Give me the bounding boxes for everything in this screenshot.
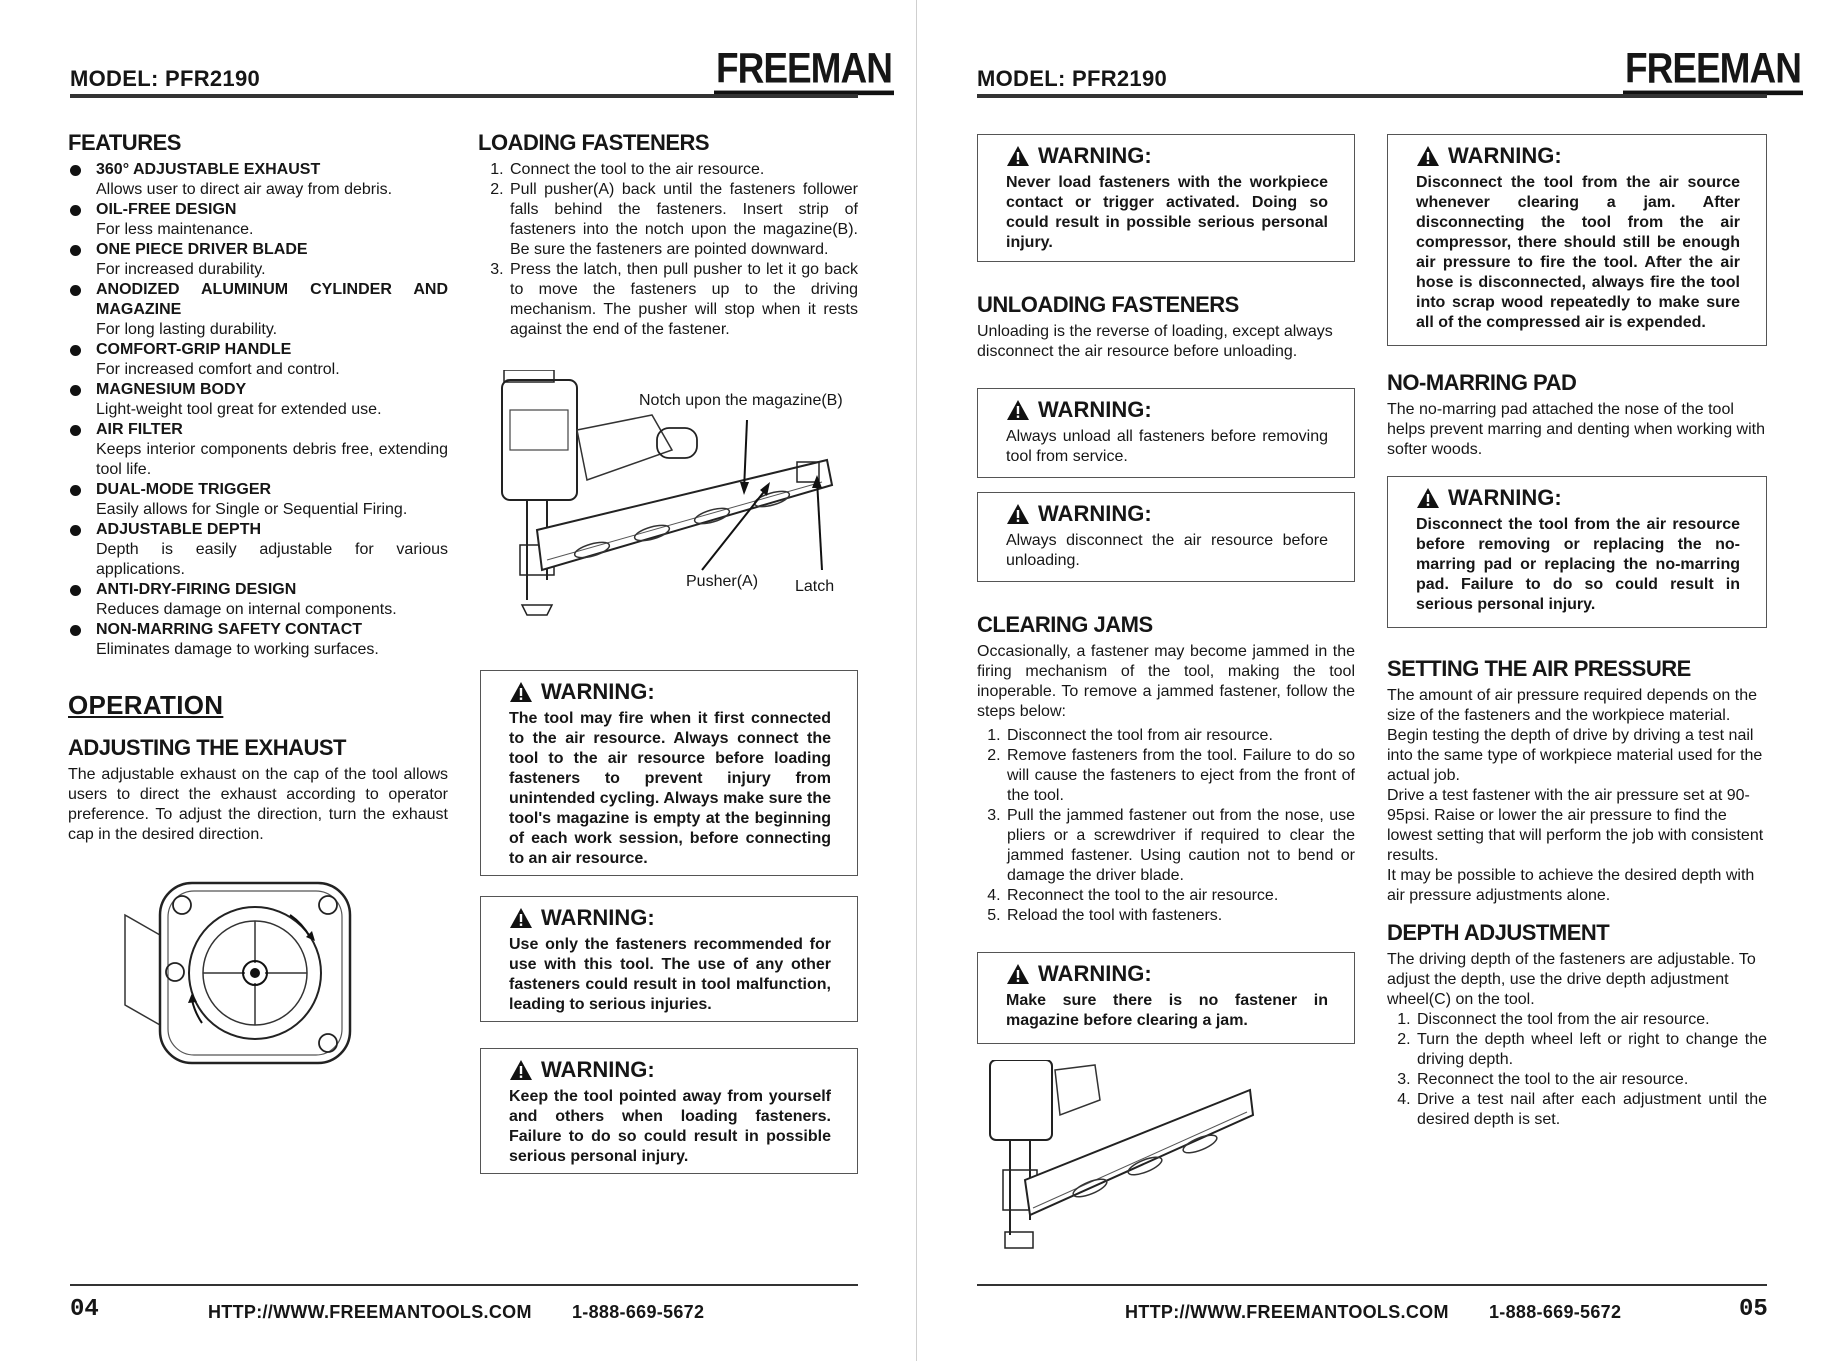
bullet-icon (70, 345, 81, 356)
warning-text: Always disconnect the air resource before unloading. (1006, 532, 1328, 569)
depth-step: 4. Drive a test nail after each adjustment until the desired depth is set. (1415, 1090, 1767, 1130)
warning-icon (1006, 503, 1030, 525)
jam-step: 1. Disconnect the tool from air resource. (1005, 726, 1355, 746)
jam-step: 2. Remove fasteners from the tool. Failure to do so will cause the fasteners to eject from the front of the tool. (1005, 746, 1355, 806)
warning-icon (509, 1059, 533, 1081)
warning-box: WARNING: Keep the tool pointed away from yourself and others when loading fasteners. Failure to do so could result in possible serious personal injury. (480, 1048, 858, 1174)
feature-item: ADJUSTABLE DEPTH Depth is easily adjustable for various applications. (68, 520, 448, 580)
feature-item: MAGNESIUM BODY Light-weight tool great for extended use. (68, 380, 448, 420)
loading-step: 2. Pull pusher(A) back until the fasteners follower falls behind the fasteners. Insert strip of fasteners into the notch upon the magazine(B). Be sure the fasteners are pointed downward. (508, 180, 858, 260)
feature-item: OIL-FREE DESIGN For less maintenance. (68, 200, 448, 240)
brand-logo: FREEMAN (714, 50, 894, 92)
warning-text: Always unload all fasteners before removing tool from service. (1006, 428, 1328, 465)
adjusting-exhaust-title: ADJUSTING THE EXHAUST (68, 735, 346, 760)
operation-title: OPERATION (68, 690, 224, 720)
phone-number: 1-888-669-5672 (1489, 1302, 1622, 1322)
air-pressure-title: SETTING THE AIR PRESSURE (1387, 656, 1691, 681)
feature-item: 360° ADJUSTABLE EXHAUST Allows user to direct air away from debris. (68, 160, 448, 200)
air-pressure-section (1387, 656, 1767, 906)
loading-step: 1. Connect the tool to the air resource. (508, 160, 858, 180)
no-marring-text: The no-marring pad attached the nose of the tool helps prevent marring and denting when working with softer woods. (1387, 401, 1765, 458)
depth-step: 2. Turn the depth wheel left or right to change the driving depth. (1415, 1030, 1767, 1070)
feature-item: NON-MARRING SAFETY CONTACT Eliminates damage to working surfaces. (68, 620, 448, 660)
bullet-icon (70, 425, 81, 436)
loading-section (478, 130, 858, 340)
latch-label: Latch (795, 578, 835, 595)
warning-box: WARNING: Always unload all fasteners before removing tool from service. (977, 388, 1355, 478)
right-page (916, 0, 1832, 1361)
feature-item: ANODIZED ALUMINUM CYLINDER AND MAGAZINE For long lasting durability. (68, 280, 448, 340)
jam-step: 4. Reconnect the tool to the air resource. (1005, 886, 1355, 906)
feature-item: COMFORT-GRIP HANDLE For increased comfort and control. (68, 340, 448, 380)
air-pressure-text: The amount of air pressure required depends on the size of the fasteners and the workpiece material. Begin testing the depth of drive by driving a test nail into the same type of workpiece material used for the actual job. (1387, 687, 1763, 784)
depth-adjustment-text: The driving depth of the fasteners are adjustable. To adjust the depth, use the drive depth adjustment wheel(C) on the tool. (1387, 951, 1756, 1008)
footer-rule (70, 1284, 858, 1286)
warning-box: WARNING: The tool may fire when it first connected to the air resource. Always connect the tool to the air resource before loading fasteners to prevent injury from unintended cycling. Always make sure the tool's magazine is empty at the beginning of each work session, before connecting to an air resource. (480, 670, 858, 876)
warning-box: WARNING: Disconnect the tool from the air source whenever clearing a jam. After disconnecting the tool from the air compressor, there should still be enough air pressure to fire the tool. After the air hose is disconnected, always fire the tool into scrap wood repeatedly to make sure all of the compressed air is expended. (1387, 134, 1767, 346)
bullet-icon (70, 385, 81, 396)
feature-item: ONE PIECE DRIVER BLADE For increased durability. (68, 240, 448, 280)
bullet-icon (70, 245, 81, 256)
features-section (68, 130, 448, 660)
feature-item: ANTI-DRY-FIRING DESIGN Reduces damage on internal components. (68, 580, 448, 620)
warning-text: Disconnect the tool from the air source whenever clearing a jam. After disconnecting the tool from the air compressor, there should still be enough air pressure to fire the tool. After the air hose is disconnected, always fire the tool into scrap wood repeatedly to make sure all of the compressed air is expended. (1416, 174, 1740, 331)
bullet-icon (70, 525, 81, 536)
header-rule (977, 94, 1767, 98)
unloading-section (977, 292, 1355, 362)
unloading-text: Unloading is the reverse of loading, except always disconnect the air resource before unloading. (977, 323, 1333, 360)
warning-text: Disconnect the tool from the air resource before removing or replacing the no-marring pad or replacing the no-marring pad. Failure to do so could result in serious personal injury. (1416, 516, 1740, 613)
air-pressure-text: Drive a test fastener with the air pressure set at 90-95psi. Raise or lower the air pressure to find the lowest setting that will perform the job with consistent results. (1387, 787, 1764, 864)
notch-label: Notch upon the magazine(B) (639, 392, 843, 409)
exhaust-cap-illustration (120, 875, 360, 1070)
clearing-jams-intro: Occasionally, a fastener may become jammed in the firing mechanism of the tool, making the tool inoperable. To remove a jammed fastener, follow the steps below: (977, 643, 1355, 720)
warning-icon (509, 681, 533, 703)
warning-icon (1006, 145, 1030, 167)
loading-steps (478, 160, 858, 340)
air-pressure-text: It may be possible to achieve the desired depth with air pressure adjustments alone. (1387, 867, 1755, 904)
features-list (68, 160, 448, 660)
warning-box: WARNING: Make sure there is no fastener in magazine before clearing a jam. (977, 952, 1355, 1044)
unloading-title: UNLOADING FASTENERS (977, 292, 1239, 317)
feature-item: DUAL-MODE TRIGGER Easily allows for Single or Sequential Firing. (68, 480, 448, 520)
header-rule (70, 94, 858, 98)
warning-box: WARNING: Disconnect the tool from the air resource before removing or replacing the no-marring pad or replacing the no-marring pad. Failure to do so could result in serious personal injury. (1387, 476, 1767, 628)
clearing-jams-title: CLEARING JAMS (977, 612, 1153, 637)
loading-step: 3. Press the latch, then pull pusher to let it go back to move the fasteners up to the driving mechanism. The pusher will stop when it rests against the end of the fastener. (508, 260, 858, 340)
depth-step: 3. Reconnect the tool to the air resource. (1415, 1070, 1767, 1090)
warning-icon (1006, 399, 1030, 421)
feature-item: AIR FILTER Keeps interior components debris free, extending tool life. (68, 420, 448, 480)
depth-adjustment-title: DEPTH ADJUSTMENT (1387, 920, 1610, 945)
features-title: FEATURES (68, 130, 181, 155)
jam-step: 3. Pull the jammed fastener out from the nose, use pliers or a screwdriver if required to clear the jammed fastener. Using caution not to bend or damage the driver blade. (1005, 806, 1355, 886)
phone-number: 1-888-669-5672 (572, 1302, 705, 1322)
clearing-jams-section (977, 612, 1355, 926)
model-label: MODEL: PFR2190 (977, 66, 1168, 91)
warning-text: Keep the tool pointed away from yourself and others when loading fasteners. Failure to do so could result in possible serious personal injury. (509, 1088, 831, 1165)
depth-adjustment-section (1387, 920, 1767, 1130)
jam-step: 5. Reload the tool with fasteners. (1005, 906, 1355, 926)
bullet-icon (70, 165, 81, 176)
adjusting-exhaust-text: The adjustable exhaust on the cap of the tool allows users to direct the exhaust according to operator preference. To adjust the direction, turn the exhaust cap in the desired direction. (68, 766, 448, 843)
warning-text: The tool may fire when it first connected to the air resource. Always connect the tool to the air resource before loading fasteners to prevent injury from unintended cycling. Always make sure the tool's magazine is empty at the beginning of each work session, before connecting to an air resource. (509, 710, 831, 867)
page-number: 04 (70, 1296, 99, 1323)
website-link[interactable]: HTTP://WWW.FREEMANTOOLS.COM (208, 1302, 532, 1322)
bullet-icon (70, 485, 81, 496)
bullet-icon (70, 625, 81, 636)
operation-section (68, 690, 448, 845)
no-marring-title: NO-MARRING PAD (1387, 370, 1577, 395)
warning-box: WARNING: Use only the fasteners recommended for use with this tool. The use of any other fasteners could result in tool malfunction, leading to serious injuries. (480, 896, 858, 1022)
bullet-icon (70, 585, 81, 596)
nailer-jam-illustration (985, 1060, 1255, 1252)
warning-box: WARNING: Always disconnect the air resource before unloading. (977, 492, 1355, 582)
no-marring-section (1387, 370, 1767, 460)
bullet-icon (70, 285, 81, 296)
warning-icon (509, 907, 533, 929)
warning-icon (1416, 145, 1440, 167)
footer-rule (977, 1284, 1767, 1286)
warning-box: WARNING: Never load fasteners with the workpiece contact or trigger activated. Doing so could result in possible serious personal injury. (977, 134, 1355, 262)
clearing-jams-steps (977, 726, 1355, 926)
model-label: MODEL: PFR2190 (70, 66, 261, 91)
loading-title: LOADING FASTENERS (478, 130, 710, 155)
website-link[interactable]: HTTP://WWW.FREEMANTOOLS.COM (1125, 1302, 1449, 1322)
pusher-label: Pusher(A) (686, 573, 759, 590)
depth-step: 1. Disconnect the tool from the air resource. (1415, 1010, 1767, 1030)
warning-icon (1006, 963, 1030, 985)
depth-steps (1387, 1010, 1767, 1130)
brand-logo: FREEMAN (1623, 50, 1803, 92)
warning-text: Never load fasteners with the workpiece contact or trigger activated. Doing so could result in possible serious personal injury. (1006, 174, 1328, 251)
warning-text: Make sure there is no fastener in magazine before clearing a jam. (1006, 992, 1328, 1029)
warning-icon (1416, 487, 1440, 509)
bullet-icon (70, 205, 81, 216)
page-number: 05 (1739, 1296, 1768, 1323)
warning-text: Use only the fasteners recommended for use with this tool. The use of any other fasteners could result in tool malfunction, leading to serious injuries. (509, 936, 831, 1013)
